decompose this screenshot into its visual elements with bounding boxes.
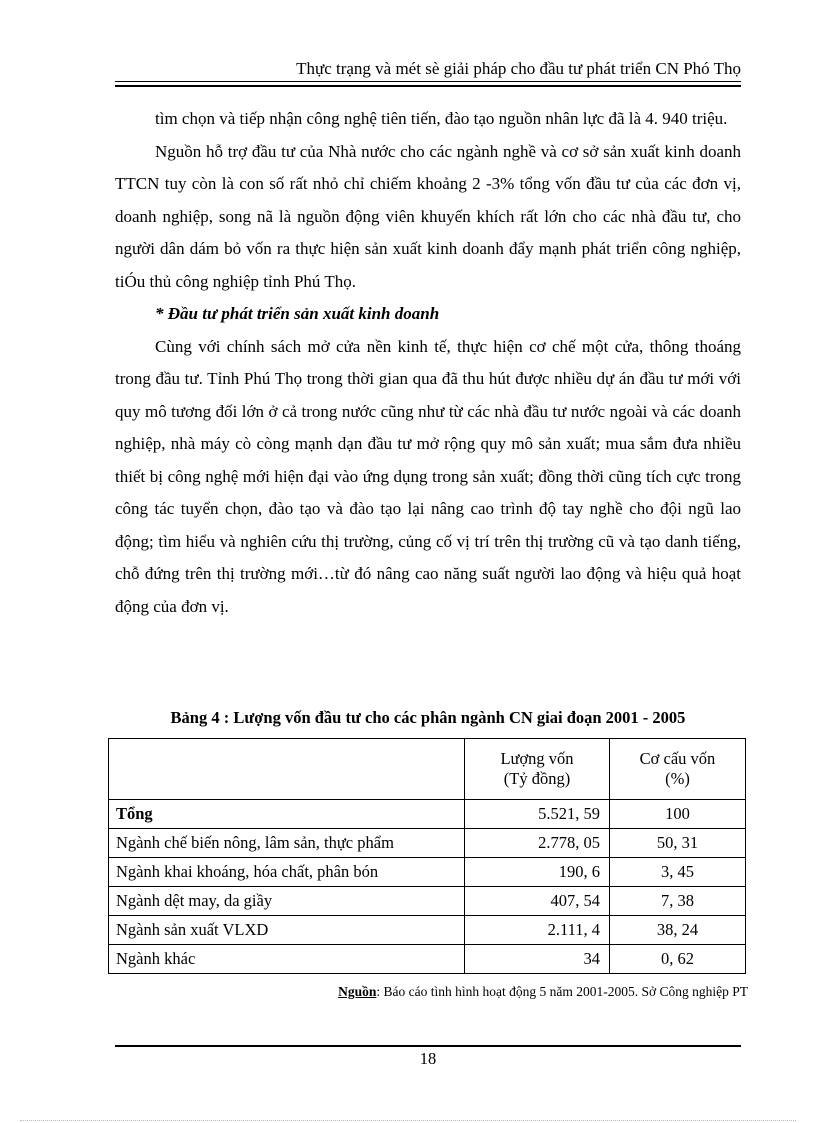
table-title: Bảng 4 : Lượng vốn đầu tư cho các phân ngành CN giai đoạn 2001 - 2005 xyxy=(170,708,686,727)
header-blank-cell xyxy=(109,739,465,800)
header-structure-label: Cơ cấu vốn xyxy=(639,749,716,768)
header-structure-unit: (%) xyxy=(665,769,690,788)
row-label: Ngành khác xyxy=(109,945,465,974)
row-label: Ngành dệt may, da giầy xyxy=(109,887,465,916)
paragraph-1: tìm chọn và tiếp nhận công nghệ tiên tiến, đào tạo nguồn nhân lực đã là 4. 940 triệu. xyxy=(155,109,728,128)
table-source xyxy=(115,983,748,1001)
row-share: 38, 24 xyxy=(610,916,746,945)
table-row-total xyxy=(109,800,746,829)
table-row xyxy=(109,916,746,945)
source-label: Nguồn xyxy=(338,984,377,999)
paragraph-3: Cùng với chính sách mở cửa nền kinh tế, thực hiện cơ chế một cửa, thông thoáng trong đầu tư. Tỉnh Phú Thọ trong thời gian qua đã thu hút được nhiều dự án đầu tư mới với quy mô tương đối lớn ở cả trong nước cũng như từ các nhà đầu tư nước ngoài và các doanh nghiệp, nhà máy cò còng mạnh dạn đầu tư mở rộng quy mô sản xuất; mua sắm đưa nhiều thiết bị công nghệ mới hiện đại vào ứng dụng trong sản xuất; đồng thời cũng tích cực trong công tác tuyển chọn, đào tạo và đào tạo lại nâng cao trình độ tay nghề cho đội ngũ lao động; tìm hiểu và nghiên cứu thị trường, củng cố vị trí trên thị trường cũ và tạo danh tiếng, chỗ đứng trên thị trường mới…từ đó nâng cao năng suất người lao động và hiệu quả hoạt động của đơn vị. xyxy=(115,336,741,616)
investment-table xyxy=(108,738,746,974)
row-share: 0, 62 xyxy=(610,945,746,974)
running-header: Thực trạng và mét sè giải pháp cho đầu tư phát triển CN Phó Thọ xyxy=(296,59,741,78)
row-share: 7, 38 xyxy=(610,887,746,916)
row-capital: 34 xyxy=(465,945,610,974)
row-share: 100 xyxy=(610,800,746,829)
header-capital-unit: (Tỷ đồng) xyxy=(503,769,571,788)
row-share: 3, 45 xyxy=(610,858,746,887)
table-row xyxy=(109,858,746,887)
row-label: Ngành chế biến nông, lâm sản, thực phẩm xyxy=(109,829,465,858)
footer-rule xyxy=(115,1045,741,1047)
row-label: Tổng xyxy=(109,800,465,829)
source-text: : Báo cáo tình hình hoạt động 5 năm 2001-2005. Sở Công nghiệp PT xyxy=(376,984,748,999)
row-label: Ngành khai khoáng, hóa chất, phân bón xyxy=(109,858,465,887)
header-capital xyxy=(465,739,610,800)
row-capital: 190, 6 xyxy=(465,858,610,887)
row-capital: 2.778, 05 xyxy=(465,829,610,858)
section-subheading: * Đầu tư phát triển sản xuất kinh doanh xyxy=(155,304,440,323)
table-header-row xyxy=(109,739,746,800)
paragraph-2: Nguồn hỗ trợ đầu tư của Nhà nước cho các ngành nghề và cơ sở sản xuất kinh doanh TTCN tuy còn là con số rất nhỏ chỉ chiếm khoảng 2 -3% tổng vốn đầu tư của các đơn vị, doanh nghiệp, song nã là nguồn động viên khuyến khích rất lớn cho các nhà đầu tư, cho người dân dám bỏ vốn ra thực hiện sản xuất kinh doanh đẩy mạnh phát triển công nghiệp, tiÓu thủ công nghiệp tỉnh Phú Thọ. xyxy=(115,141,741,291)
header-rule-thick xyxy=(115,85,741,87)
row-capital: 2.111, 4 xyxy=(465,916,610,945)
header-rule-thin xyxy=(115,81,741,82)
header-capital-label: Lượng vốn xyxy=(500,749,574,768)
row-capital: 407, 54 xyxy=(465,887,610,916)
row-label: Ngành sản xuất VLXD xyxy=(109,916,465,945)
page-number: 18 xyxy=(419,1049,437,1068)
header-structure xyxy=(610,739,746,800)
table-row xyxy=(109,887,746,916)
table-row xyxy=(109,829,746,858)
row-share: 50, 31 xyxy=(610,829,746,858)
page-edge-dots xyxy=(20,1120,796,1121)
body-text xyxy=(115,103,741,623)
row-capital: 5.521, 59 xyxy=(465,800,610,829)
table-row xyxy=(109,945,746,974)
